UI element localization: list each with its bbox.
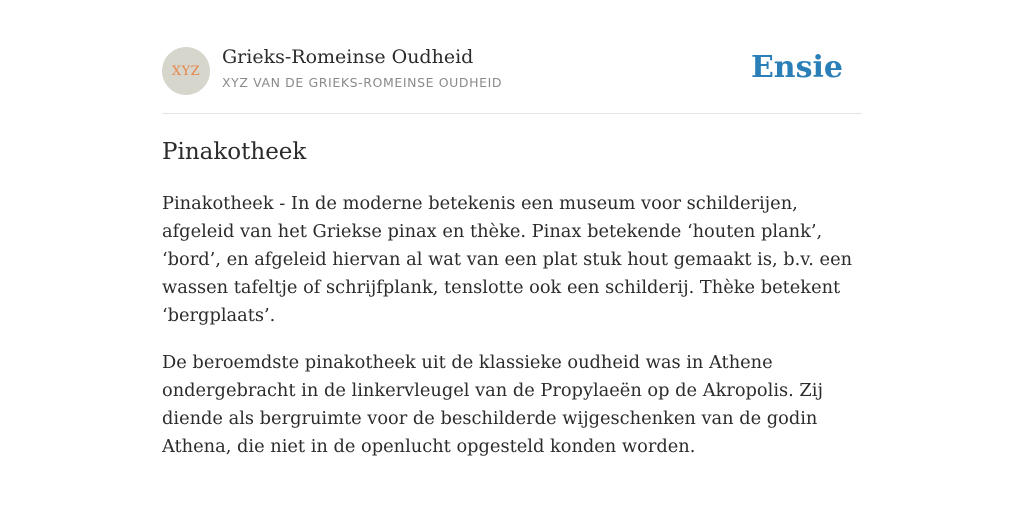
brand-logo-link[interactable]: Ensie [750,50,843,85]
page-title: Pinakotheek [162,139,307,165]
source-avatar[interactable] [162,47,210,95]
source-subtitle: XYZ VAN DE GRIEKS-ROMEINSE OUDHEID [222,75,503,90]
article-paragraph: Pinakotheek - In de moderne betekenis een museum voor schilderijen, afgeleid van het Griekse pinax en thèke. Pinax betekende ‘houten plank’, ‘bord’, en afgeleid hiervan al wat van een plat stuk hout gemaakt is, b.v. een wassen tafeltje of schrijfplank, tenslotte ook een schilderij. Thèke betekent ‘bergplaats’. [162,193,853,326]
source-title-link[interactable]: Grieks-Romeinse Oudheid [222,46,474,68]
avatar-text: XYZ [171,63,201,79]
article-body [162,190,866,480]
article-paragraph: De beroemdste pinakotheek uit de klassieke oudheid was in Athene ondergebracht in de linkervleugel van de Propylaeën op de Akropolis. Zij diende als bergruimte voor de beschilderde wijgeschenken van de godin Athena, die niet in de openlucht opgesteld konden worden. [162,352,823,457]
header-divider [162,113,862,114]
source-header [162,46,862,94]
